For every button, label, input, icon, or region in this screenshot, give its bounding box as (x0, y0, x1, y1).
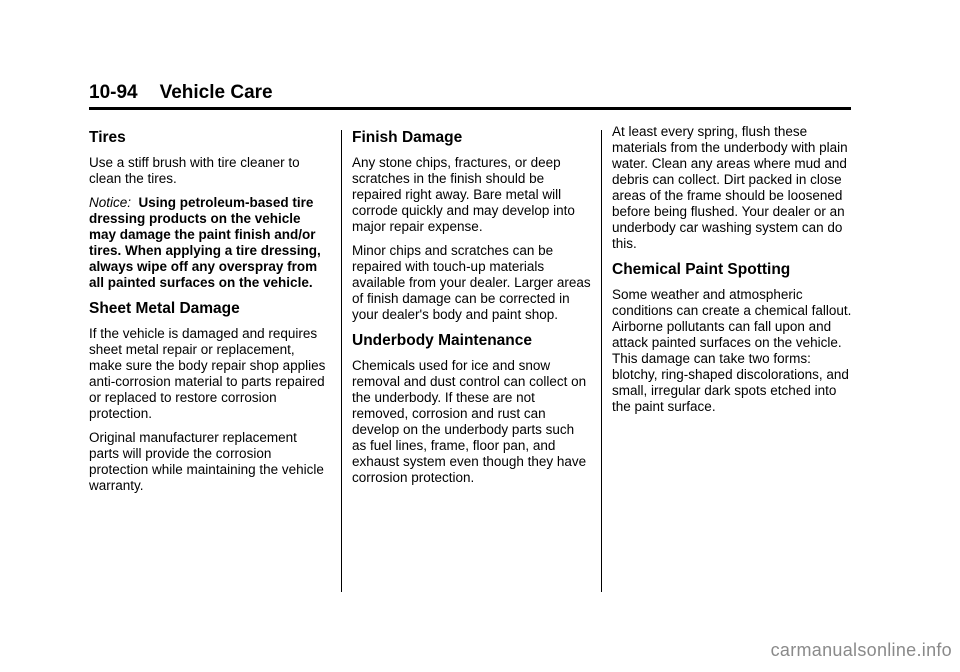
notice-label: Notice: (89, 195, 132, 210)
column-1 (89, 124, 329, 502)
sheet-metal-paragraph-2: Original manufacturer replacement parts will provide the corrosion protection while maintaining the vehicle warranty. (89, 430, 324, 493)
column-divider-2 (601, 130, 602, 592)
column-3 (612, 124, 852, 423)
tires-notice (89, 195, 329, 291)
notice-text: Using petroleum-based tire dressing products on the vehicle may damage the paint finish and/or tires. When applying a tire dressing, always wipe off any overspray from all painted surfaces on the vehicle. (89, 195, 321, 290)
finish-damage-paragraph-1: Any stone chips, fractures, or deep scratches in the finish should be repaired right away. Bare metal will corrode quickly and may develop into major repair expense. (352, 155, 575, 234)
underbody-paragraph-2: At least every spring, flush these materials from the underbody with plain water. Clean any areas where mud and debris can collect. Dirt packed in close areas of the frame should be loosened before being flushed. Your dealer or an underbody car washing system can do this. (612, 124, 848, 251)
column-2 (352, 124, 592, 494)
chemical-spotting-heading: Chemical Paint Spotting (612, 261, 791, 278)
finish-damage-heading: Finish Damage (352, 129, 463, 146)
tires-paragraph: Use a stiff brush with tire cleaner to clean the tires. (89, 155, 300, 186)
watermark: carmanualsonline.info (770, 640, 952, 660)
tires-heading: Tires (89, 129, 126, 146)
section-title: Vehicle Care (159, 82, 273, 103)
underbody-paragraph-1: Chemicals used for ice and snow removal and dust control can collect on the underbody. If these are not removed, corrosion and rust can develop on the underbody parts such as fuel lines, frame, floor pan, and exhaust system even though they have corrosion protection. (352, 358, 587, 485)
finish-damage-paragraph-2: Minor chips and scratches can be repaired with touch-up materials available from your dealer. Larger areas of finish damage can be corrected in your dealer's body and paint shop. (352, 243, 591, 322)
page-header (89, 82, 851, 110)
sheet-metal-heading: Sheet Metal Damage (89, 300, 240, 317)
column-divider-1 (341, 130, 342, 592)
page-number: 10-94 (89, 82, 138, 103)
chemical-spotting-paragraph: Some weather and atmospheric conditions can create a chemical fallout. Airborne pollutants can fall upon and attack painted surfaces on the vehicle. This damage can take two forms: blotchy, ring-shaped discolorations, and small, irregular dark spots etched into the paint surface. (612, 287, 852, 414)
sheet-metal-paragraph-1: If the vehicle is damaged and requires sheet metal repair or replacement, make sure the body repair shop applies anti-corrosion material to parts repaired or replaced to restore corrosion protection. (89, 326, 326, 421)
underbody-heading: Underbody Maintenance (352, 332, 532, 349)
